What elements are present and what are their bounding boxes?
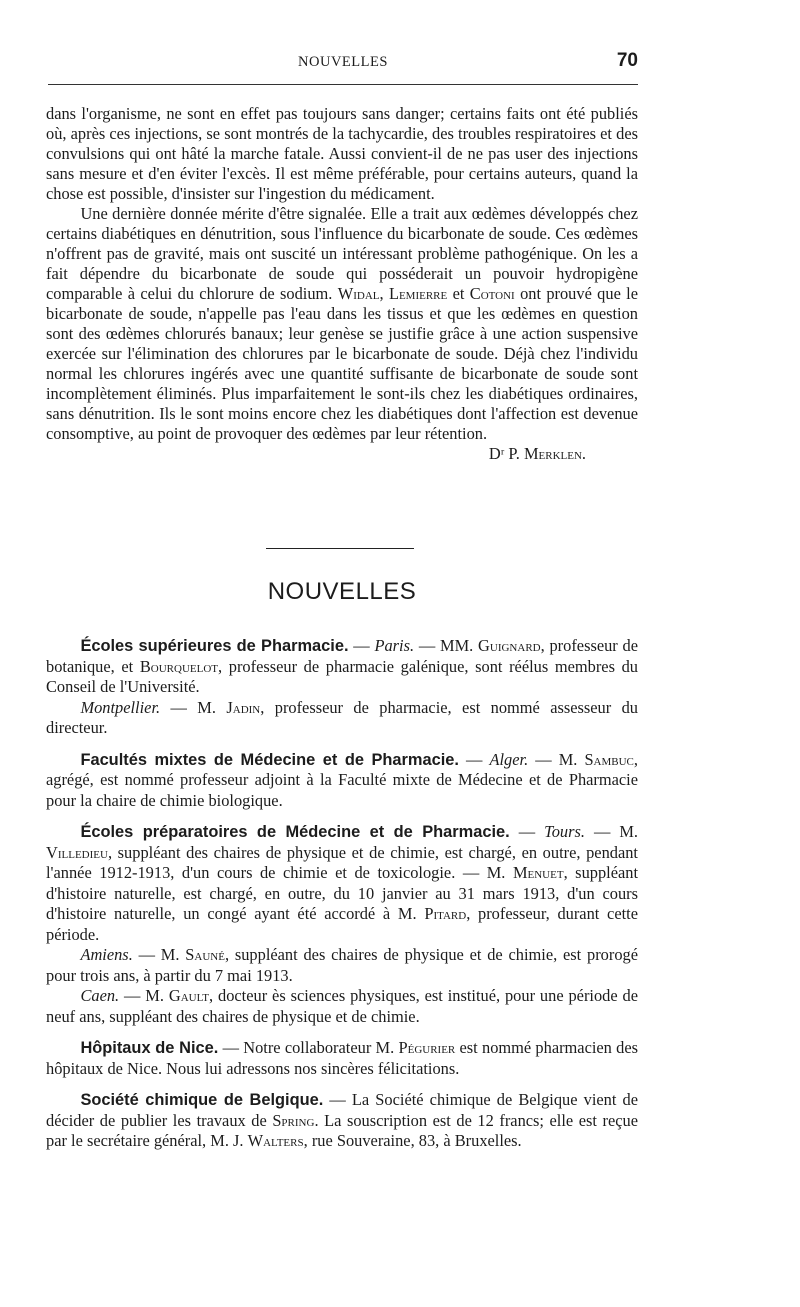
news-heading: Société chimique de Belgique. (80, 1091, 324, 1109)
news-paragraph (46, 822, 638, 945)
person-name: Sauné (185, 945, 225, 964)
news-heading: Écoles supérieures de Pharmacie. (80, 637, 349, 655)
paragraph-text: Une dernière donnée mérite d'être signalée. Elle a trait aux œdèmes développés chez certains diabétiques en dénutrition, sous l'influence du bicarbonate de soude. Ces œdèmes n'offrent pas de gravité, mais ont suscité un intéressant problème pathogénique. On les a fait dépendre du bicarbonate de soude qui posséderait un pouvoir hydropigène comparable à celui du chlorure de sodium. (46, 204, 638, 303)
city-name: Tours. (544, 822, 585, 841)
running-head (48, 50, 638, 90)
conjunction: et (452, 284, 465, 303)
signature-title: Dʳ P. (488, 444, 520, 463)
paragraph-text: ont prouvé que le bicarbonate de soude, n'appelle pas l'eau dans les tissus et que les œdèmes en question sont des œdèmes chlorurés banaux; leur genèse se justifie grâce à une action suspensive exercée sur l'élimination des chlorures par le bicarbonate de soude. Déjà chez l'individu normal les chlorures ingérés avec une quantité suffisante de bicarbonate de soude sont incomplètement éliminés. Plus imparfaitement le sont-ils chez les diabétiques ordinaires, sans dénutrition. Ils le sont moins encore chez les diabétiques dont l'affection est devenue consomptive, au point de provoquer des œdèmes par leur rétention. (46, 284, 639, 443)
news-text: — La Société chimique de Belgique vient de décider de publier les travaux de (46, 1090, 638, 1130)
news-text: est nommé pharmacien des hôpitaux de Nice. Nous lui adressons nos sincères félicitations. (46, 1038, 638, 1078)
person-name: Pitard (424, 904, 467, 923)
news-text: , professeur, durant cette période. (46, 904, 638, 944)
article-paragraph: dans l'organisme, ne sont en effet pas toujours sans danger; certains faits ont été publiés où, après ces injections, se sont montrés de la tachycardie, des troubles respiratoires et des convulsions qui ont hâté la marche fatale. Aussi convient-il de ne pas user des injections sans mesure et d'en éviter l'excès. Il est même préférable, pour certains auteurs, quand la chose est possible, d'insister sur l'ingestion du médicament. (46, 104, 638, 203)
news-text: — M. (119, 986, 169, 1005)
news-text: , professeur de botanique, et (46, 636, 638, 676)
news-text: , suppléant d'histoire naturelle, est chargé, en outre, du 10 janvier au 31 mars 1913, d'un cours d'histoire naturelle, un congé ayant été accordé à M. (46, 863, 639, 923)
news-text: — M. (132, 945, 186, 964)
news-text: , professeur de pharmacie, est nommé assesseur du directeur. (46, 697, 638, 737)
city-name: Alger. (489, 749, 529, 769)
person-name: Jadin (226, 697, 261, 717)
person-name: Bourquelot (139, 656, 219, 676)
section-divider (266, 548, 414, 549)
news-text: . La souscription est de 12 francs; elle est reçue par le secrétaire général, M. J. (46, 1110, 638, 1150)
article-continuation (46, 104, 638, 464)
news-text: — M. (528, 749, 585, 769)
news-text: , professeur de pharmacie galénique, sont réélus membres du Conseil de l'Université. (46, 656, 638, 696)
city-name: Caen. (80, 986, 120, 1005)
signature-name: Merklen. (523, 444, 586, 463)
dash: — (348, 636, 375, 655)
author-name: Cotoni (469, 284, 515, 303)
news-text: — MM. (414, 636, 479, 655)
news-text: , agrégé, est nommé professeur adjoint à la Faculté mixte de Médecine et de Pharmacie pour la chaire de chimie biologique. (46, 749, 639, 810)
news-text: — M. (584, 822, 638, 841)
news-paragraph (46, 945, 638, 986)
news-item-hopitaux-nice (46, 1038, 638, 1079)
news-paragraph (46, 1038, 638, 1079)
news-text: — M. (160, 697, 227, 717)
section-title: NOUVELLES (267, 578, 417, 605)
person-name: Sambuc (584, 749, 634, 769)
city-name: Paris. (374, 636, 415, 655)
news-text: , suppléant des chaires de physique et de chimie, est chargé, en outre, pendant l'année 1912-1913, d'un cours de chimie et de toxicologie. — M. (46, 842, 638, 882)
news-heading: Écoles préparatoires de Médecine et de Pharmacie. (80, 823, 510, 841)
news-heading: Facultés mixtes de Médecine et de Pharmacie. (80, 750, 459, 769)
header-rule (48, 84, 638, 85)
news-text: , rue Souveraine, 83, à Bruxelles. (303, 1131, 522, 1150)
news-item-societe-chimique (46, 1090, 638, 1152)
person-name: Gault (168, 986, 210, 1005)
person-name: Guignard (478, 636, 541, 655)
news-text: — Notre collaborateur M. (218, 1038, 399, 1057)
article-paragraph: Une dernière donnée mérite d'être signalée. Elle a trait aux œdèmes développés chez certains diabétiques en dénutrition, sous l'influence du bicarbonate de soude. Ces œdèmes n'offrent pas de gravité, mais ont suscité un intéressant problème pathogénique. On les a fait dépendre du bicarbonate de soude qui posséderait un pouvoir hydropigène comparable à celui du chlorure de sodium. Widal, Lemierre et Cotoni ont prouvé que le bicarbonate de soude, n'appelle pas l'eau dans les tissus et que les œdèmes en question sont des œdèmes chlorurés banaux; leur genèse se justifie grâce à une action suspensive exercée sur l'élimination des chlorures par le bicarbonate de soude. Déjà chez l'individu normal les chlorures ingérés avec une quantité suffisante de bicarbonate de soude sont incomplètement éliminés. Plus imparfaitement le sont-ils chez les diabétiques ordinaires, sans dénutrition. Ils le sont moins encore chez les diabétiques dont l'affection est devenue consomptive, au point de provoquer des œdèmes par leur rétention. (46, 204, 639, 443)
news-list (46, 636, 638, 1163)
dash: — (458, 749, 490, 769)
signature (46, 444, 638, 464)
news-text: , docteur ès sciences physiques, est institué, pour une période de neuf ans, suppléant des chaires de physique et de chimie. (46, 986, 638, 1026)
person-name: Pégurier (398, 1038, 456, 1057)
author-name: Widal (337, 284, 380, 303)
author-name: Lemierre (388, 284, 448, 303)
running-title: NOUVELLES (298, 54, 388, 70)
city-name: Montpellier. (80, 697, 161, 717)
news-heading: Hôpitaux de Nice. (80, 1039, 219, 1057)
news-item-facultes-mixtes (46, 750, 638, 812)
page-number: 70 (616, 50, 638, 71)
person-name: Spring (272, 1110, 315, 1130)
news-paragraph (46, 750, 638, 812)
person-name: Menuet (512, 863, 564, 882)
person-name: Villedieu (46, 842, 108, 862)
person-name: Walters (247, 1131, 304, 1150)
news-paragraph (46, 636, 638, 698)
dash: — (509, 822, 545, 841)
news-text: , suppléant des chaires de physique et de chimie, est prorogé pour trois ans, à partir du 7 mai 1913. (46, 945, 639, 985)
city-name: Amiens. (80, 945, 133, 964)
news-paragraph (46, 986, 638, 1027)
news-paragraph (46, 698, 638, 739)
news-item-ecoles-superieures (46, 636, 638, 739)
news-item-ecoles-preparatoires (46, 822, 638, 1027)
news-paragraph (46, 1090, 638, 1152)
